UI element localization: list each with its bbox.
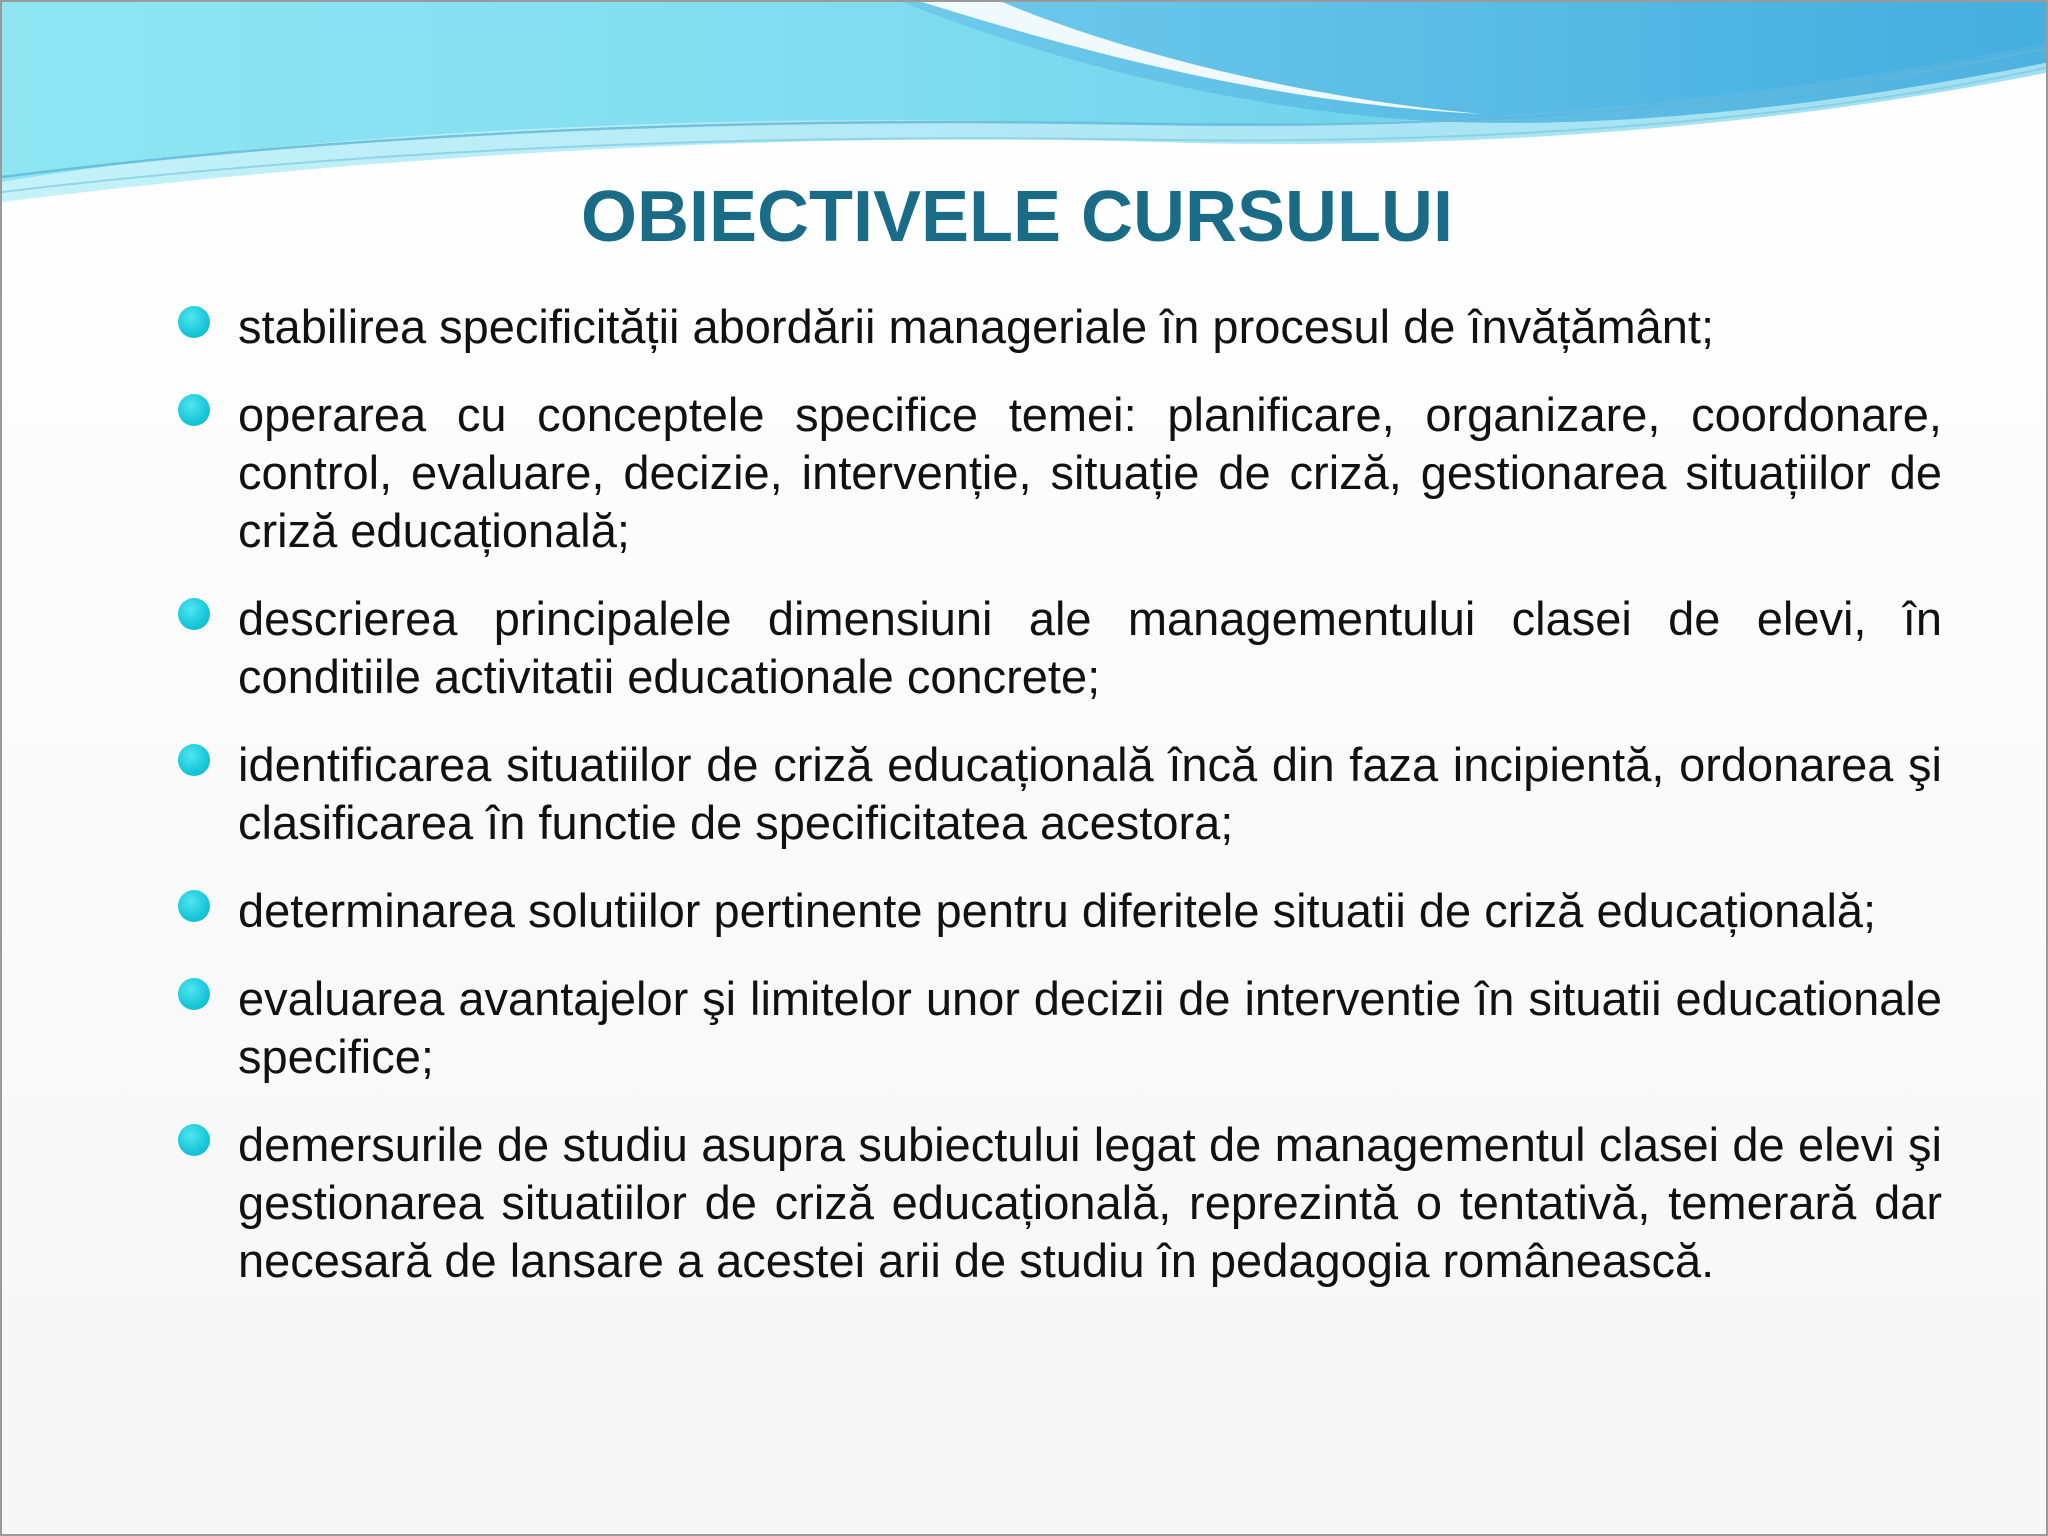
slide-title: OBIECTIVELE CURSULUI [580,177,1454,257]
bullet-text: operarea cu conceptele specifice temei: planificare, organizare, coordonare, control, evaluare, decizie, intervenție, situație de criză, gestionarea situațiilor de criză educațională; [238,388,1942,557]
bullet-circle-icon [178,1124,210,1156]
list-item [178,590,1942,706]
bullet-text: identificarea situatiilor de criză educațională încă din faza incipientă, ordonarea şi clasificarea în functie de specificitatea acestora; [238,738,1942,849]
list-item [178,736,1942,852]
list-item [178,298,1942,356]
bullet-circle-icon [178,598,210,630]
bullet-text: demersurile de studiu asupra subiectului legat de managementul clasei de elevi şi gestionarea situatiilor de criză educațională, reprezintă o tentativă, temerară dar necesară de lansare a acestei arii de studiu în pedagogia românească. [238,1118,1942,1287]
list-item [178,386,1942,560]
bullet-circle-icon [178,978,210,1010]
list-item [178,882,1942,940]
bullet-circle-icon [178,394,210,426]
bullet-text: stabilirea specificității abordării manageriale în procesul de învățământ; [238,300,1715,353]
bullet-circle-icon [178,306,210,338]
bullet-circle-icon [178,890,210,922]
bullet-circle-icon [178,744,210,776]
objectives-list [178,298,1942,1320]
list-item [178,970,1942,1086]
list-item [178,1116,1942,1290]
bullet-text: evaluarea avantajelor şi limitelor unor decizii de interventie în situatii educationale specifice; [238,972,1942,1083]
bullet-text: descrierea principalele dimensiuni ale managementului clasei de elevi, în conditiile activitatii educationale concrete; [238,592,1942,703]
bullet-text: determinarea solutiilor pertinente pentru diferitele situatii de criză educațională; [238,884,1877,937]
